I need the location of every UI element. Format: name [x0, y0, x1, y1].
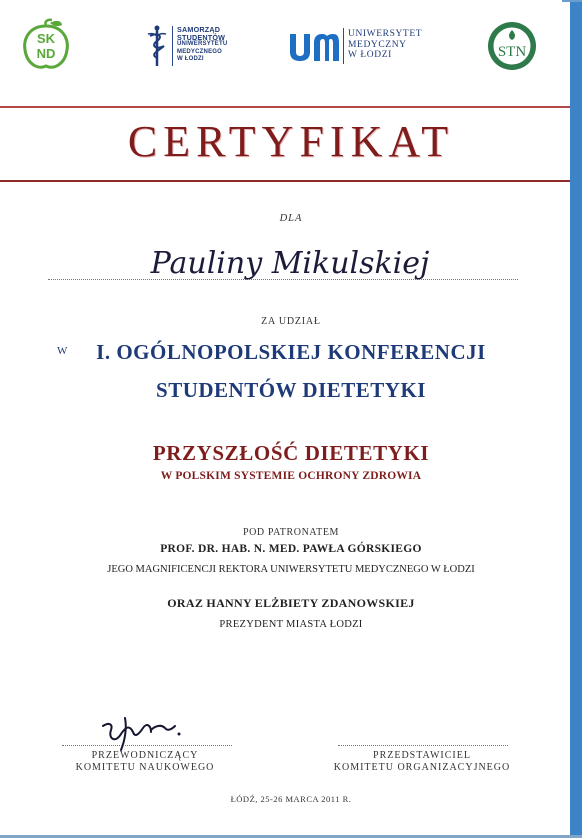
- samorzad-studentow-logo: [145, 24, 255, 68]
- signature-right-committee: KOMITETU ORGANIZACYJNEGO: [333, 762, 511, 773]
- w-label: W: [57, 345, 68, 357]
- signature-label-left: [45, 750, 245, 774]
- signature-left-committee: KOMITETU NAUKOWEGO: [75, 762, 215, 773]
- topic-title: PRZYSZŁOŚĆ DIETETYKI: [152, 441, 430, 465]
- title-top-rule: [0, 106, 570, 108]
- certificate-title: CERTYFIKAT: [127, 117, 455, 166]
- signature-left-role: PRZEWODNICZĄCY: [91, 750, 199, 761]
- patron2-role: PREZYDENT MIASTA ŁODZI: [219, 619, 363, 630]
- za-udzial-label: ZA UDZIAŁ: [261, 316, 321, 327]
- svg-text:ND: ND: [36, 46, 56, 61]
- patronage-label: POD PATRONATEM: [242, 527, 340, 538]
- signature-scribble: [95, 704, 185, 754]
- svg-text:SK: SK: [36, 31, 56, 46]
- certificate-date: ŁÓDŹ, 25-26 MARCA 2011 R.: [230, 794, 352, 804]
- sknd-logo-icon: [20, 18, 72, 72]
- um-line: W ŁODZI: [348, 50, 392, 60]
- um-line: UNIWERSYTET: [348, 29, 423, 39]
- um-line: MEDYCZNY: [348, 39, 407, 50]
- signature-line-right: [338, 745, 508, 746]
- um-text: [348, 29, 422, 61]
- conference-title-line2: STUDENTÓW DIETETYKI: [156, 378, 426, 402]
- patron1-role: JEGO MAGNIFICENCJI REKTORA UNIWERSYTETU MEDYCZNEGO W ŁODZI: [107, 564, 475, 575]
- signature-label-right: [322, 750, 522, 774]
- sknd-logo: [20, 18, 72, 72]
- samorzad-line: W ŁODZI: [177, 56, 204, 63]
- patron1-name: PROF. DR. HAB. N. MED. PAWŁA GÓRSKIEGO: [160, 543, 422, 555]
- signature-line-left: [62, 745, 232, 746]
- um-divider: [343, 28, 344, 64]
- stn-logo: [486, 20, 538, 72]
- title-bottom-rule: [0, 180, 570, 182]
- uniwersytet-medyczny-logo: [288, 26, 448, 70]
- samorzad-divider: [172, 26, 173, 66]
- logo-row: [0, 18, 570, 78]
- caduceus-icon: [145, 24, 169, 68]
- samorzad-line: SAMORZĄD: [177, 25, 221, 34]
- samorzad-text: [177, 26, 227, 64]
- recipient-name-handwriting: [80, 235, 500, 295]
- samorzad-line: UNIWERSYTETU: [177, 41, 228, 48]
- topic-subtitle: W POLSKIM SYSTEMIE OCHRONY ZDROWIA: [160, 470, 422, 482]
- conference-title-line1: I. OGÓLNOPOLSKIEJ KONFERENCJI: [96, 340, 486, 364]
- signature-right-role: PRZEDSTAWICIEL: [373, 750, 471, 761]
- samorzad-line: MEDYCZNEGO: [177, 48, 223, 55]
- dla-label: DLA: [279, 213, 303, 224]
- patron2-name: ORAZ HANNY ELŻBIETY ZDANOWSKIEJ: [167, 596, 415, 610]
- top-right-accent: [562, 0, 582, 2]
- um-monogram-icon: [288, 32, 340, 62]
- stn-seal-icon: [486, 20, 538, 72]
- samorzad-line: STUDENTÓW: [177, 32, 226, 42]
- recipient-name: Pauliny Mikulskiej: [150, 246, 430, 281]
- svg-text:STN: STN: [497, 44, 527, 60]
